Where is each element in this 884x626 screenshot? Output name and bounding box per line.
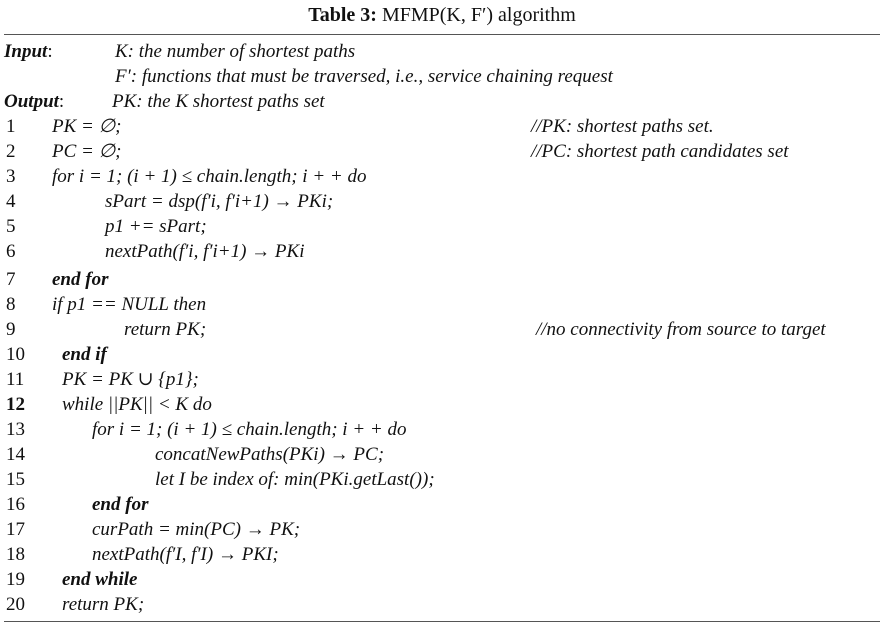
line-number: 1 — [6, 116, 16, 137]
line-code: PC = ∅; — [52, 141, 122, 162]
table-caption — [0, 3, 884, 27]
code-line — [0, 542, 884, 567]
line-number: 11 — [6, 369, 25, 390]
top-rule — [4, 34, 880, 35]
line-number: 12 — [6, 394, 25, 415]
code-line — [0, 317, 884, 342]
input-k: K: the number of shortest paths — [115, 41, 356, 62]
code-line — [0, 239, 884, 264]
line-code: end for — [52, 269, 109, 290]
input-row-k: Input: K: the number of shortest paths — [4, 41, 356, 62]
input-label: Input — [4, 41, 48, 62]
line-code: for i = 1; (i + 1) ≤ chain.length; i + + do — [52, 166, 367, 187]
line-code: end while — [62, 569, 138, 590]
code-line — [0, 164, 884, 189]
line-number: 9 — [6, 319, 16, 340]
output-p: PK: the K shortest paths set — [112, 91, 325, 112]
code-line — [0, 267, 884, 292]
code-line — [0, 467, 884, 492]
line-number: 7 — [6, 269, 16, 290]
line-number: 13 — [6, 419, 25, 440]
code-line — [0, 214, 884, 239]
line-code: p1 += sPart; — [105, 216, 207, 237]
line-number: 19 — [6, 569, 25, 590]
line-code: return PK; — [62, 594, 145, 615]
line-number: 6 — [6, 241, 16, 262]
line-number: 4 — [6, 191, 16, 212]
code-line — [0, 417, 884, 442]
line-comment: //PK: shortest paths set. — [531, 116, 714, 137]
line-number: 3 — [6, 166, 16, 187]
line-number: 18 — [6, 544, 25, 565]
line-code: PK = ∅; — [52, 116, 122, 137]
line-code: nextPath(f′I, f′I) → PKI; — [92, 544, 279, 565]
line-number: 15 — [6, 469, 25, 490]
line-number: 16 — [6, 494, 25, 515]
line-number: 14 — [6, 444, 25, 465]
input-row-f — [0, 64, 884, 89]
line-code: end for — [92, 494, 149, 515]
code-line — [0, 517, 884, 542]
line-code: end if — [62, 344, 107, 365]
code-line — [0, 442, 884, 467]
line-number: 10 — [6, 344, 25, 365]
line-code: PK = PK ∪ {p1}; — [62, 369, 199, 390]
code-line — [0, 292, 884, 317]
line-code: curPath = min(PC) → PK; — [92, 519, 301, 540]
line-number: 5 — [6, 216, 16, 237]
output-row: Output: PK: the K shortest paths set — [4, 91, 325, 112]
output-label: Output — [4, 91, 59, 112]
line-code: while ||PK|| < K do — [62, 394, 212, 415]
line-number: 20 — [6, 594, 25, 615]
line-code: return PK; — [124, 319, 207, 340]
code-line — [0, 189, 884, 214]
line-number: 2 — [6, 141, 16, 162]
bottom-rule — [4, 621, 880, 622]
input-f: F′: functions that must be traversed, i.e., service chaining request — [115, 66, 613, 87]
line-code: if p1 == NULL then — [52, 294, 207, 315]
line-code: sPart = dsp(f′i, f′i+1) → PKi; — [105, 191, 334, 212]
line-code: nextPath(f′i, f′i+1) → PKi — [105, 241, 305, 262]
code-line — [0, 114, 884, 139]
code-line — [0, 567, 884, 592]
line-comment: //PC: shortest path candidates set — [531, 141, 789, 162]
code-line — [0, 592, 884, 617]
line-code: for i = 1; (i + 1) ≤ chain.length; i + + do — [92, 419, 407, 440]
code-line — [0, 342, 884, 367]
caption-label: Table 3: — [308, 4, 377, 26]
line-code: let I be index of: min(PKi.getLast()); — [155, 469, 435, 490]
line-number: 8 — [6, 294, 16, 315]
code-line — [0, 392, 884, 417]
code-line — [0, 367, 884, 392]
line-code: concatNewPaths(PKi) → PC; — [155, 444, 385, 465]
line-comment: //no connectivity from source to target — [536, 319, 826, 340]
code-line — [0, 492, 884, 517]
line-number: 17 — [6, 519, 25, 540]
caption-title: MFMP(K, F′) algorithm — [381, 4, 576, 26]
code-line — [0, 139, 884, 164]
